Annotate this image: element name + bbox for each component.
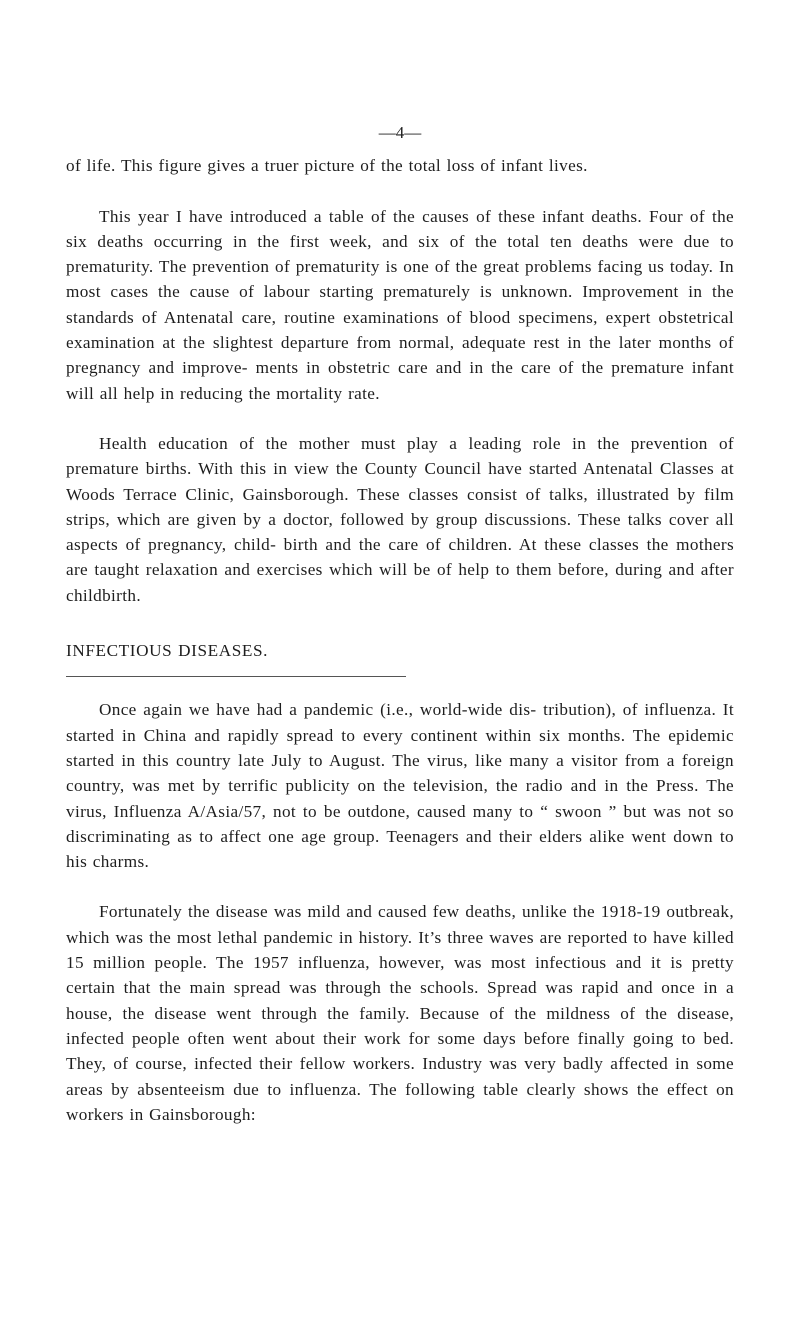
paragraph-health-education: Health education of the mother must play a leading role in the prevention of premature births. With this in view the County Council have started Antenatal Classes at Woods Terrace Clinic, Gainsborough. These classes consist of talks, illustrated by film strips, which are given by a doctor, followed by group discussions. These talks cover all aspects of pregnancy, child- birth and the care of children. At these classes the mothers are taught relaxation and exercises which will be of help to them before, during and after childbirth. xyxy=(66,433,734,605)
paragraph-prematurity: This year I have introduced a table of the causes of these infant deaths. Four of the six deaths occurring in the first week, and six of the total ten deaths were due to prematurity. The prevention of prematurity is one of the great problems facing us today. In most cases the cause of labour starting prematurely is unknown. Improvement in the standards of Antenatal care, routine examinations of blood specimens, expert obstetrical examination at the slightest departure from normal, adequate rest in the later months of pregnancy and improve- ments in obstetric care and in the care of the premature infant will all help in reducing the mortality rate. xyxy=(66,206,734,403)
paragraph-pandemic: Once again we have had a pandemic (i.e., world-wide dis- tribution), of influenza. It started in China and rapidly spread to every continent within six months. The epidemic started in this country late July to August. The virus, like many a visitor from a foreign country, was met by terrific publicity on the television, the radio and in the Press. The virus, Influenza A/Asia/57, not to be outdone, caused many to “ swoon ” but was not so discriminating as to affect one age group. Teenagers and their elders alike went down to his charms. xyxy=(66,700,734,872)
page-number: —4— xyxy=(378,123,422,142)
heading-underline xyxy=(66,676,406,677)
section-heading: INFECTIOUS DISEASES. xyxy=(66,641,269,661)
paragraph-mild-disease: Fortunately the disease was mild and caused few deaths, unlike the 1918-19 outbreak, which was the most lethal pandemic in history. It’s three waves are reported to have killed 15 million people. The 1957 influenza, however, was most infectious and it is pretty certain that the main spread was through the schools. Spread was rapid and once in a house, the disease went through the family. Because of the mildness of the disease, infected people often went about their work for some days before finally going to bed. They, of course, infected their fellow workers. Industry was very badly affected in some areas by absenteeism due to influenza. The following table clearly shows the effect on workers in Gainsborough: xyxy=(66,902,734,1124)
paragraph-continuation: of life. This figure gives a truer picture of the total loss of infant lives. xyxy=(66,156,588,176)
document-page xyxy=(66,120,734,1152)
